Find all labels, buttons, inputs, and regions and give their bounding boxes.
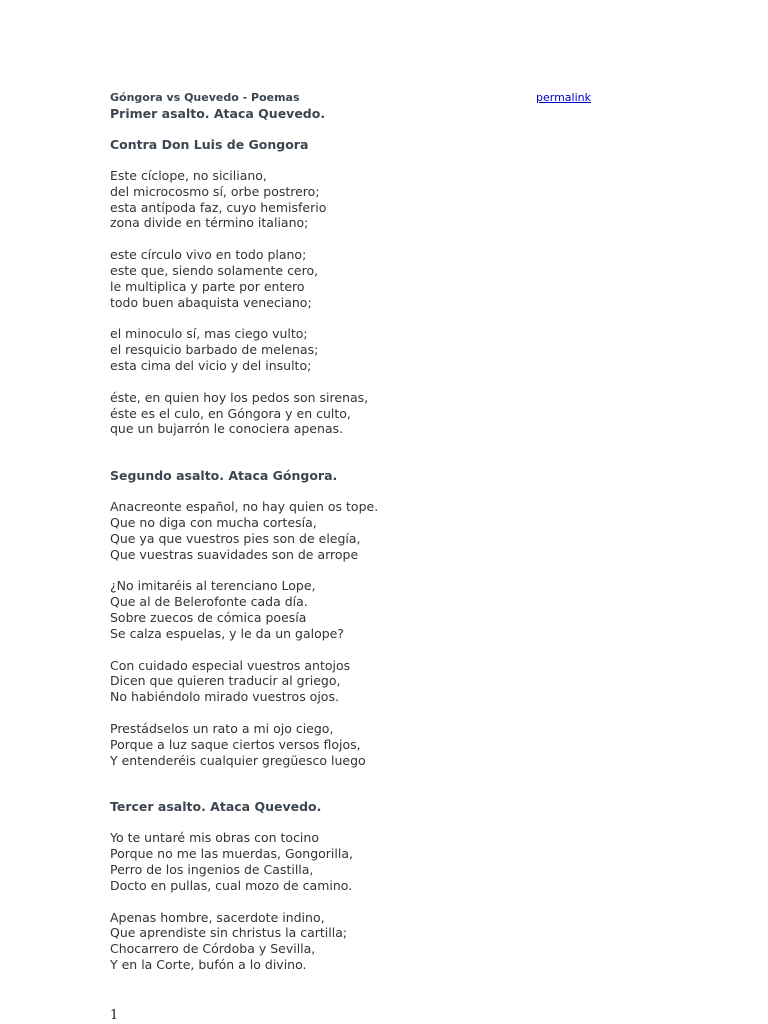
section-heading: Primer asalto. Ataca Quevedo. xyxy=(110,106,326,121)
verse-line: Porque a luz saque ciertos versos flojos, xyxy=(110,736,361,752)
section-heading: Segundo asalto. Ataca Góngora. xyxy=(110,468,338,484)
verse-line: Y entenderéis cualquier gregüesco luego xyxy=(110,752,366,768)
page-number: 1 xyxy=(110,1008,119,1023)
verse-line: éste es el culo, en Góngora y en culto, xyxy=(110,405,351,421)
stanza-gap xyxy=(110,894,670,910)
verse-line: le multiplica y parte por entero xyxy=(110,278,305,294)
verse-line: Que al de Belerofonte cada día. xyxy=(110,594,308,610)
stanza xyxy=(110,168,670,231)
verse-line: Que vuestras suavidades son de arrope xyxy=(110,546,359,562)
stanza xyxy=(110,910,670,973)
stanza xyxy=(110,247,670,310)
document-title: Góngora vs Quevedo - Poemas xyxy=(110,91,300,104)
section-gap xyxy=(110,768,670,799)
verse-line: Yo te untaré mis obras con tocino xyxy=(110,830,319,846)
stanza-gap xyxy=(110,310,670,326)
stanza-gap xyxy=(110,374,670,390)
stanza-gap xyxy=(110,642,670,658)
verse-line: Se calza espuelas, y le da un galope? xyxy=(110,625,345,641)
verse-line: Este cíclope, no siciliano, xyxy=(110,168,267,183)
verse-line: Dicen que quieren traducir al griego, xyxy=(110,673,341,689)
stanza-gap xyxy=(110,231,670,247)
stanza xyxy=(110,658,670,705)
verse-line: Que no diga con mucha cortesía, xyxy=(110,514,317,530)
verse-line: el minoculo sí, mas ciego vulto; xyxy=(110,326,308,342)
verse-line: el resquicio barbado de melenas; xyxy=(110,342,319,358)
verse-line: esta antípoda faz, cuyo hemisferio xyxy=(110,199,327,215)
verse-line: este que, siendo solamente cero, xyxy=(110,262,319,278)
verse-line: Que aprendiste sin christus la cartilla; xyxy=(110,925,348,941)
stanza xyxy=(110,721,670,768)
stanza xyxy=(110,578,670,641)
verse-line: esta cima del vicio y del insulto; xyxy=(110,357,312,373)
verse-line: Perro de los ingenios de Castilla, xyxy=(110,861,314,877)
heading-gap xyxy=(110,122,670,137)
verse-line: éste, en quien hoy los pedos son sirenas, xyxy=(110,389,369,405)
verse-line: Apenas hombre, sacerdote indino, xyxy=(110,909,325,925)
heading-gap xyxy=(110,484,670,499)
verse-line: No habiéndolo mirado vuestros ojos. xyxy=(110,689,339,705)
verse-line: del microcosmo sí, orbe postrero; xyxy=(110,183,320,199)
section-gap xyxy=(110,437,670,468)
stanza xyxy=(110,499,670,562)
verse-line: ¿No imitaréis al terenciano Lope, xyxy=(110,578,316,594)
verse-line: Prestádselos un rato a mi ojo ciego, xyxy=(110,720,334,736)
stanza xyxy=(110,830,670,893)
verse-line: este círculo vivo en todo plano; xyxy=(110,247,307,263)
verse-line: Anacreonte español, no hay quien os tope. xyxy=(110,499,379,515)
poem-subheading: Contra Don Luis de Gongora xyxy=(110,137,309,152)
stanza xyxy=(110,390,670,437)
verse-line: Docto en pullas, cual mozo de camino. xyxy=(110,877,353,893)
verse-line: que un bujarrón le conociera apenas. xyxy=(110,421,344,437)
verse-line: zona divide en término italiano; xyxy=(110,215,309,231)
verse-line: Que ya que vuestros pies son de elegía, xyxy=(110,530,361,546)
stanza xyxy=(110,326,670,373)
permalink-link[interactable]: permalink xyxy=(536,91,591,104)
stanza-gap xyxy=(110,705,670,721)
heading-gap xyxy=(110,153,670,168)
verse-line: Y en la Corte, bufón a lo divino. xyxy=(110,956,307,972)
verse-line: todo buen abaquista veneciano; xyxy=(110,294,312,310)
verse-line: Sobre zuecos de cómica poesía xyxy=(110,609,307,625)
verse-line: Chocarrero de Córdoba y Sevilla, xyxy=(110,941,316,957)
verse-line: Con cuidado especial vuestros antojos xyxy=(110,657,351,673)
heading-gap xyxy=(110,815,670,830)
stanza-gap xyxy=(110,562,670,578)
poem-content xyxy=(110,106,670,973)
verse-line: Porque no me las muerdas, Gongorilla, xyxy=(110,846,353,862)
section-heading: Tercer asalto. Ataca Quevedo. xyxy=(110,799,322,815)
